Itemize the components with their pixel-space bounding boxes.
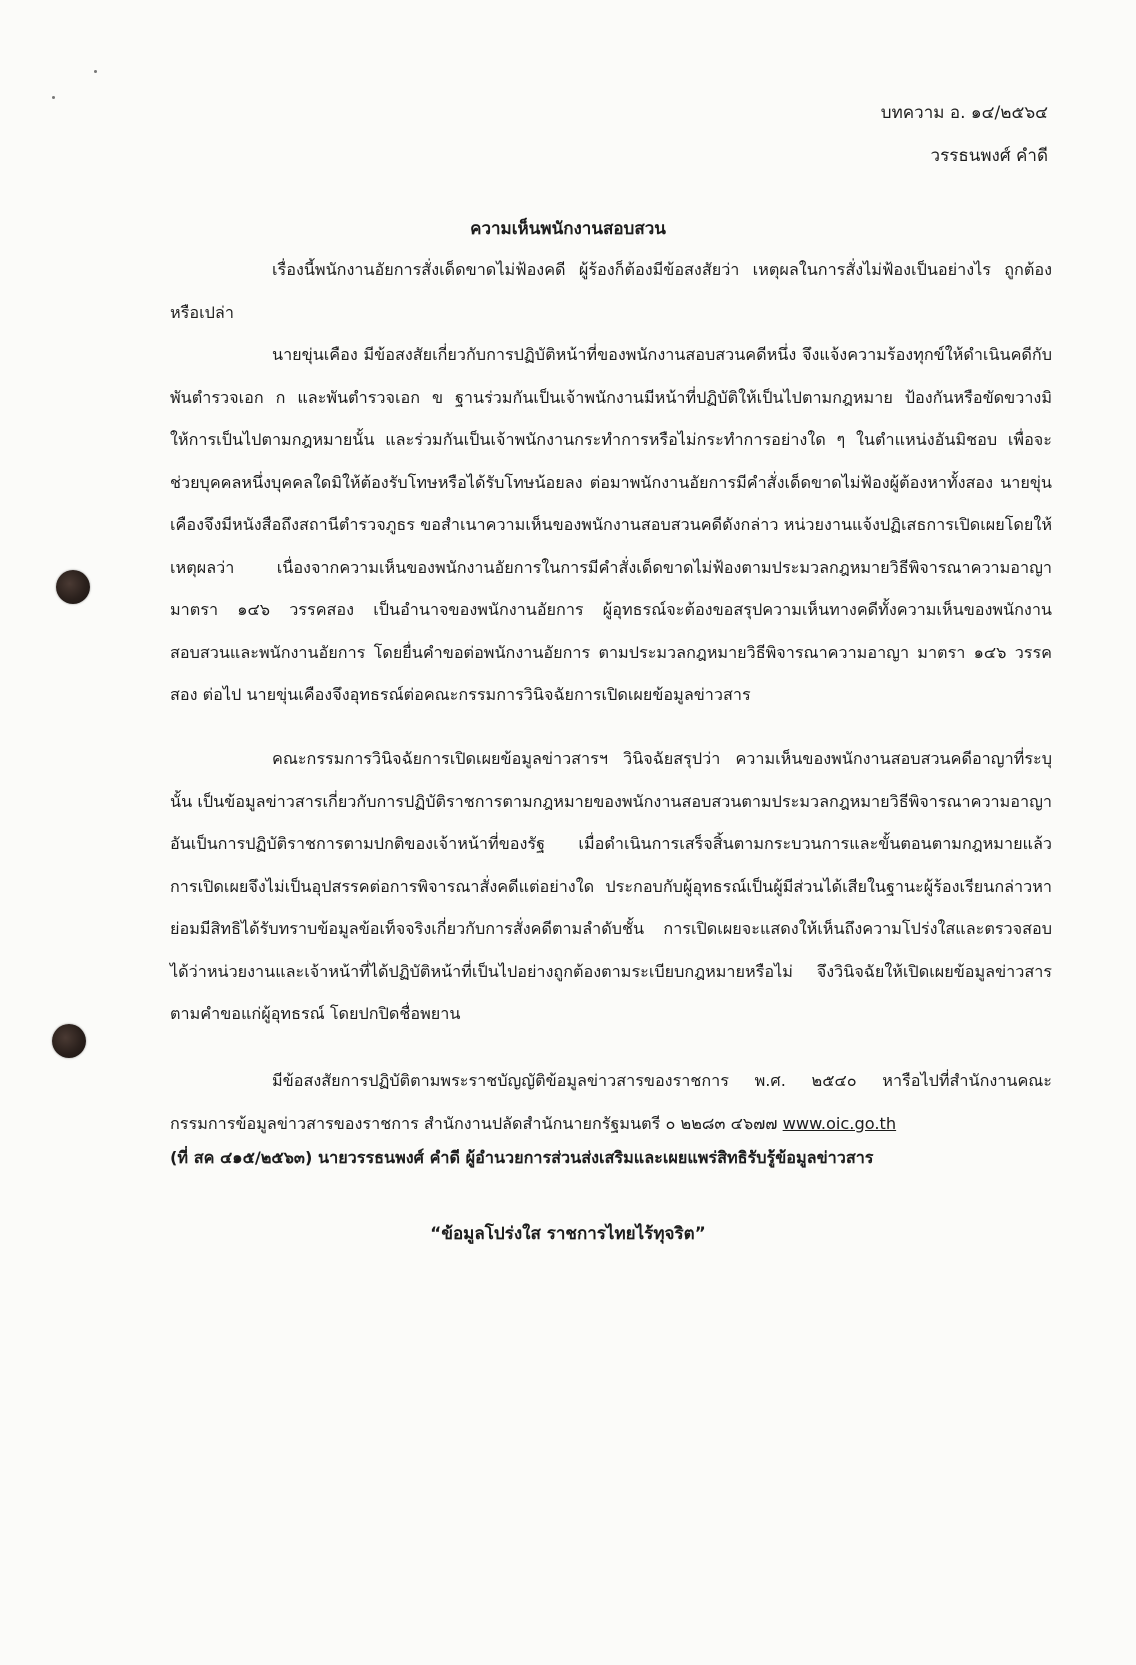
reference-block xyxy=(881,92,1048,178)
website-link[interactable]: www.oic.go.th xyxy=(782,1113,897,1133)
facts-paragraph: นายขุ่นเคือง มีข้อสงสัยเกี่ยวกับการปฏิบัติหน้าที่ของพนักงานสอบสวนคดีหนึ่ง จึงแจ้งความร้องทุกข์ให้ดำเนินคดีกับพันตำรวจเอก ก และพันตำรวจเอก ข ฐานร่วมกันเป็นเจ้าพนักงานมีหน้าที่ปฏิบัติให้เป็นไปตามกฎหมาย ป้องกันหรือขัดขวางมิให้การเป็นไปตามกฎหมายนั้น และร่วมกันเป็นเจ้าพนักงานกระทำการหรือไม่กระทำการอย่างใด ๆ ในตำแหน่งอันมิชอบ เพื่อจะช่วยบุคคลหนึ่งบุคคลใดมิให้ต้องรับโทษหรือได้รับโทษน้อยลง ต่อมาพนักงานอัยการมีคำสั่งเด็ดขาดไม่ฟ้องผู้ต้องหาทั้งสอง นายขุ่นเคืองจึงมีหนังสือถึงสถานีตำรวจภูธร ขอสำเนาความเห็นของพนักงานสอบสวนคดีดังกล่าว หน่วยงานแจ้งปฏิเสธการเปิดเผยโดยให้เหตุผลว่า เนื่องจากความเห็นของพนักงานอัยการในการมีคำสั่งเด็ดขาดไม่ฟ้องตามประมวลกฎหมายวิธีพิจารณาความอาญา มาตรา ๑๔๖ วรรคสอง เป็นอำนาจของพนักงานอัยการ ผู้อุทธรณ์จะต้องขอสรุปความเห็นทางคดีทั้งความเห็นของพนักงานสอบสวนและพนักงานอัยการ โดยยื่นคำขอต่อพนักงานอัยการ ตามประมวลกฎหมายวิธีพิจารณาความอาญา มาตรา ๑๔๖ วรรคสอง ต่อไป นายขุ่นเคืองจึงอุทธรณ์ต่อคณะกรรมการวินิจฉัยการเปิดเผยข้อมูลข่าวสาร xyxy=(170,345,1052,704)
author-contact-line: (ที่ สค ๔๑๕/๒๕๖๓) นายวรรธนพงศ์ คำดี ผู้อำนวยการส่วนส่งเสริมและเผยแพร่สิทธิรับรู้ข้อมูลข่าวสาร xyxy=(170,1148,874,1167)
article-reference: บทความ อ. ๑๔/๒๕๖๔ xyxy=(880,103,1048,123)
punch-hole xyxy=(52,1024,86,1058)
author-name: วรรธนพงศ์ คำดี xyxy=(930,146,1048,166)
decision-paragraph: คณะกรรมการวินิจฉัยการเปิดเผยข้อมูลข่าวสารฯ วินิจฉัยสรุปว่า ความเห็นของพนักงานสอบสวนคดีอาญาที่ระบุนั้น เป็นข้อมูลข่าวสารเกี่ยวกับการปฏิบัติราชการตามกฎหมายของพนักงานสอบสวนตามประมวลกฎหมายวิธีพิจารณาความอาญา อันเป็นการปฏิบัติราชการตามปกติของเจ้าหน้าที่ของรัฐ เมื่อดำเนินการเสร็จสิ้นตามกระบวนการและขั้นตอนตามกฎหมายแล้ว การเปิดเผยจึงไม่เป็นอุปสรรคต่อการพิจารณาสั่งคดีแต่อย่างใด ประกอบกับผู้อุทธรณ์เป็นผู้มีส่วนได้เสียในฐานะผู้ร้องเรียนกล่าวหา ย่อมมีสิทธิได้รับทราบข้อมูลข้อเท็จจริงเกี่ยวกับการสั่งคดีตามลำดับชั้น การเปิดเผยจะแสดงให้เห็นถึงความโปร่งใสและตรวจสอบได้ว่าหน่วยงานและเจ้าหน้าที่ได้ปฏิบัติหน้าที่เป็นไปอย่างถูกต้องตามระเบียบกฎหมายหรือไม่ จึงวินิจฉัยให้เปิดเผยข้อมูลข่าวสารตามคำขอแก่ผู้อุทธรณ์ โดยปกปิดชื่อพยาน xyxy=(170,749,1052,1023)
inquiry-paragraph xyxy=(170,1060,1052,1145)
paper-speck xyxy=(52,96,55,99)
document-title: ความเห็นพนักงานสอบสวน xyxy=(470,219,666,239)
paper-speck xyxy=(94,70,97,73)
punch-hole xyxy=(56,570,90,604)
slogan: “ข้อมูลโปร่งใส ราชการไทยไร้ทุจริต” xyxy=(430,1224,706,1244)
inquiry-text: มีข้อสงสัยการปฏิบัติตามพระราชบัญญัติข้อมูลข่าวสารของราชการ พ.ศ. ๒๕๔๐ หารือไปที่สำนักงานคณะกรรมการข้อมูลข่าวสารของราชการ สำนักงานปลัดสำนักนายกรัฐมนตรี ๐ ๒๒๘๓ ๔๖๗๗ xyxy=(170,1071,1052,1133)
intro-paragraph: เรื่องนี้พนักงานอัยการสั่งเด็ดขาดไม่ฟ้องคดี ผู้ร้องก็ต้องมีข้อสงสัยว่า เหตุผลในการสั่งไม่ฟ้องเป็นอย่างไร ถูกต้องหรือเปล่า xyxy=(170,260,1052,322)
